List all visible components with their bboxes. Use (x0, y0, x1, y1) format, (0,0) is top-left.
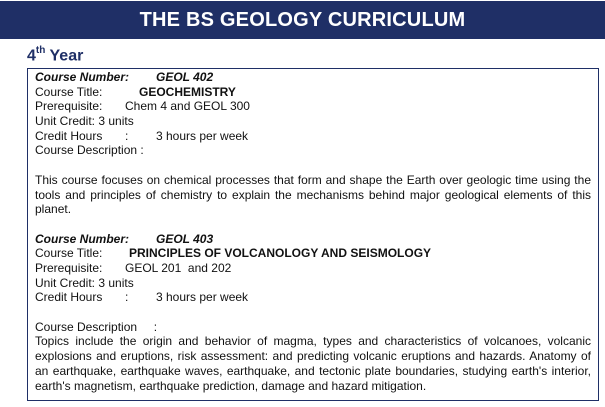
course-list-box (27, 68, 599, 401)
course-number-value: GEOL 403 (156, 231, 214, 246)
course-number-row (35, 70, 591, 85)
prerequisite-label: Prerequisite: (35, 99, 103, 114)
credit-hours-colon: : (125, 128, 129, 143)
credit-hours-label: Credit Hours (35, 128, 103, 143)
credit-hours-row (35, 129, 591, 144)
course-entry-geol-402 (35, 70, 591, 217)
course-description-label: Course Description : (35, 319, 158, 334)
prerequisite-row (35, 99, 591, 114)
course-description-label-row (35, 320, 591, 335)
course-title-label: Course Title: (35, 246, 103, 261)
credit-hours-label: Credit Hours (35, 290, 103, 305)
course-description-text: Topics include the origin and behavior of magma, types and characteristics of volcanoes, volcanic explosions and eruptions, risk assessment: and predicting volcanic eruptions and hazards. Anatomy of an earthquake, earthquake waves, earthquake, and tectonic plate boundaries, studying earth's interior, earth's magnetism, earthquake prediction, damage and hazard mitigation. (35, 334, 591, 393)
prerequisite-label: Prerequisite: (35, 260, 103, 275)
credit-hours-colon: : (125, 290, 129, 305)
unit-credit-row (35, 276, 591, 291)
course-title-label: Course Title: (35, 84, 103, 99)
course-number-label: Course Number: (35, 70, 130, 84)
course-entry-geol-403 (35, 232, 591, 394)
unit-credit-row (35, 114, 591, 129)
course-title-row (35, 246, 591, 261)
prerequisite-row (35, 261, 591, 276)
unit-credit-text: Unit Credit: 3 units (35, 275, 134, 290)
course-number-value: GEOL 402 (156, 70, 214, 84)
course-number-row (35, 232, 591, 247)
prerequisite-value: Chem 4 and GEOL 300 (125, 99, 250, 114)
course-title-value: GEOCHEMISTRY (139, 84, 236, 99)
year-ordinal-suffix: th (35, 45, 46, 56)
year-heading (27, 46, 83, 65)
course-number-label: Course Number: (35, 231, 130, 246)
prerequisite-value: GEOL 201 and 202 (125, 260, 232, 275)
course-title-value: PRINCIPLES OF VOLCANOLOGY AND SEISMOLOGY (129, 246, 432, 261)
course-description-label: Course Description : (35, 143, 144, 158)
course-description-text: This course focuses on chemical processes that form and shape the Earth over geologic time using the tools and principles of chemistry to explain the mechanisms behind major geological elements of this planet. (35, 172, 591, 217)
credit-hours-value: 3 hours per week (156, 290, 249, 305)
page-title: THE BS GEOLOGY CURRICULUM (139, 8, 466, 31)
credit-hours-value: 3 hours per week (156, 128, 249, 143)
credit-hours-row (35, 290, 591, 305)
year-number: 4 (27, 47, 36, 65)
unit-credit-text: Unit Credit: 3 units (35, 114, 134, 129)
curriculum-banner (0, 1, 605, 39)
course-description-label-row (35, 143, 591, 158)
course-title-row (35, 85, 591, 100)
year-label: Year (49, 47, 84, 65)
